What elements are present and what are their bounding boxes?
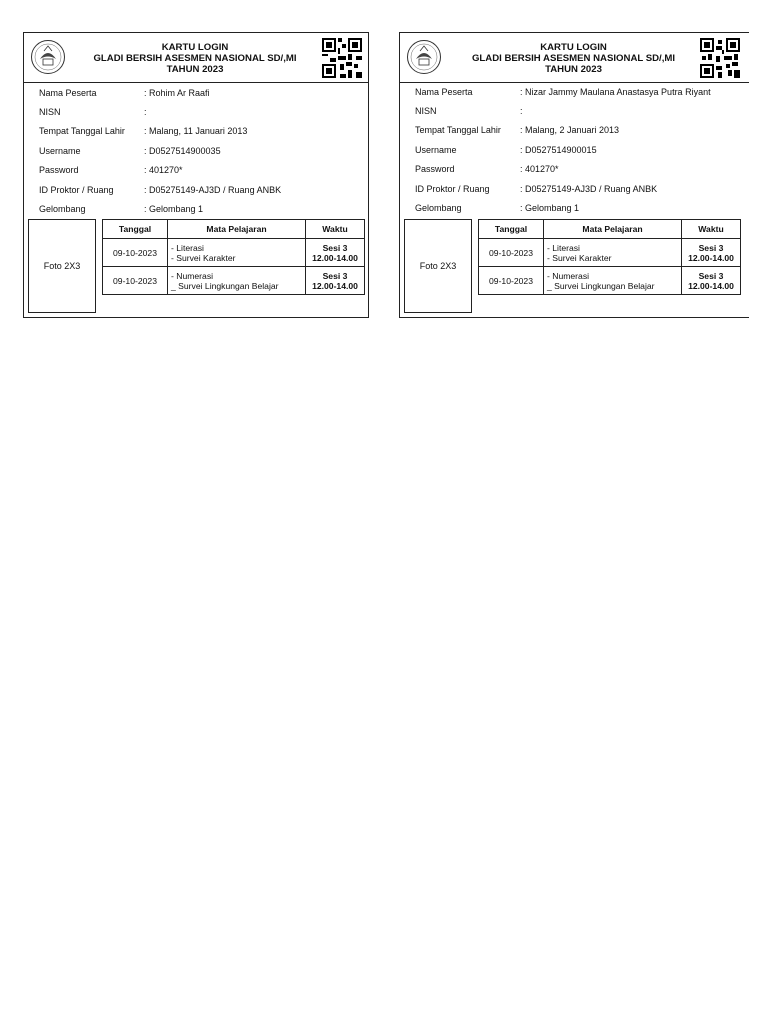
subject-cell: - Numerasi _ Survei Lingkungan Belajar (168, 267, 306, 295)
header-waktu: Waktu (306, 220, 365, 239)
tut-wuri-handayani-logo (406, 39, 442, 75)
schedule-table (478, 219, 741, 295)
login-card-2: KARTU LOGIN GLADI BERSIH ASESMEN NASIONAL SD/,MI TAHUN 2023 Nama Peserta : Nizar Jammy Maulana Anastasya Putra Riyant NISN : Tempat Tanggal Lahir : Malang, 2 Januari 2013 Username : D0527514900015 Password : 401270* ID Proktor / Ruang : D05275149-AJ3D / Ruang ANBK Gelombang : Gelombang 1 Foto 2X3 Tanggal Mata Pelajaran Waktu 09-10-2023 - Literasi - Survei Karakter Sesi 3 12.00-14.00 09-10-2023 - Numerasi _ Survei Lingkungan Belajar Sesi 3 12.00-14.00 (399, 32, 749, 318)
date-cell: 09-10-2023 (103, 239, 168, 267)
tut-wuri-handayani-logo (30, 39, 66, 75)
header-tanggal: Tanggal (479, 220, 544, 239)
header-tanggal: Tanggal (103, 220, 168, 239)
card-header (400, 33, 749, 83)
card-title: KARTU LOGIN (161, 42, 229, 53)
time-cell: Sesi 3 12.00-14.00 (682, 267, 741, 295)
date-cell: 09-10-2023 (479, 239, 544, 267)
card-title: KARTU LOGIN (540, 42, 607, 53)
qr-code-icon (700, 38, 740, 78)
photo-placeholder: Foto 2X3 (28, 219, 96, 313)
subject-cell: - Literasi - Survei Karakter (544, 239, 682, 267)
table-row (103, 239, 365, 267)
login-card-1: KARTU LOGIN GLADI BERSIH ASESMEN NASIONAL SD/,MI TAHUN 2023 Nama Peserta : Rohim Ar Raafi NISN : Tempat Tanggal Lahir : Malang, 11 Januari 2013 Username : D0527514900035 Password : 401270* ID Proktor / Ruang : D05275149-AJ3D / Ruang ANBK Gelombang : Gelombang 1 Foto 2X3 Tanggal Mata Pelajaran Waktu 09-10-2023 - Literasi - Survei Karakter Sesi 3 12.00-14.00 09-10-2023 - Numerasi _ Survei Lingkungan Belajar Sesi 3 12.00-14.00 (23, 32, 369, 318)
subject-cell: - Numerasi _ Survei Lingkungan Belajar (544, 267, 682, 295)
qr-code-icon (322, 38, 362, 78)
subject-cell: - Literasi - Survei Karakter (168, 239, 306, 267)
time-cell: Sesi 3 12.00-14.00 (306, 267, 365, 295)
time-cell: Sesi 3 12.00-14.00 (682, 239, 741, 267)
date-cell: 09-10-2023 (479, 267, 544, 295)
table-row (479, 267, 741, 295)
header-mapel: Mata Pelajaran (168, 220, 306, 239)
card-header (24, 33, 368, 83)
time-cell: Sesi 3 12.00-14.00 (306, 239, 365, 267)
table-row (479, 239, 741, 267)
card-year: TAHUN 2023 (166, 64, 224, 75)
card-subtitle: GLADI BERSIH ASESMEN NASIONAL SD/,MI (471, 53, 676, 64)
table-row (103, 267, 365, 295)
date-cell: 09-10-2023 (103, 267, 168, 295)
header-mapel: Mata Pelajaran (544, 220, 682, 239)
card-year: TAHUN 2023 (545, 64, 602, 75)
schedule-table (102, 219, 365, 295)
card-subtitle: GLADI BERSIH ASESMEN NASIONAL SD/,MI (93, 53, 297, 64)
header-waktu: Waktu (682, 220, 741, 239)
photo-placeholder: Foto 2X3 (404, 219, 472, 313)
